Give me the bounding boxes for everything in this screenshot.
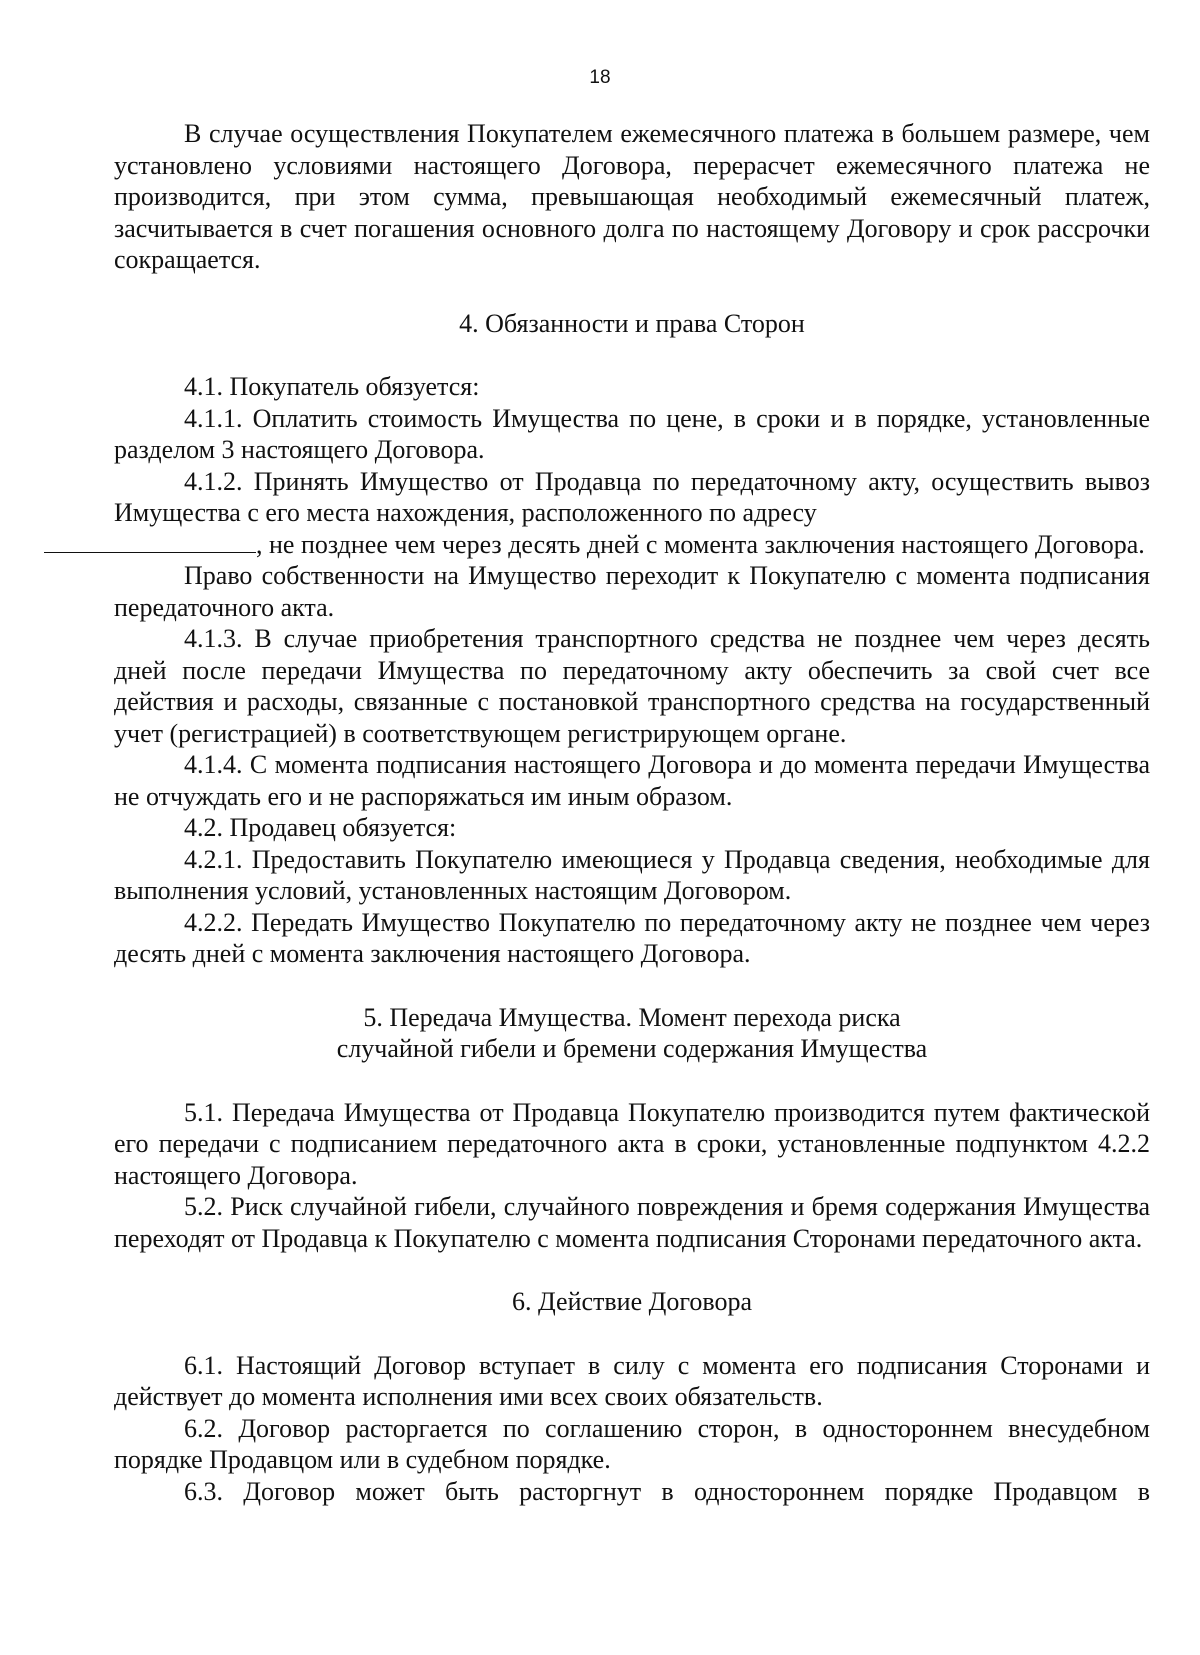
clause-4-1-2-end: , не позднее чем через десять дней с момента заключения настоящего Договора. [256, 529, 1145, 559]
clause-4-2: 4.2. Продавец обязуется: [184, 813, 457, 842]
paragraph-overpayment: В случае осуществления Покупателем ежемесячного платежа в большем размере, чем установлено условиями настоящего Договора, перерасчет ежемесячного платежа не производится, при этом сумма, превышающая необходимый ежемесячный платеж, засчитывается в счет погашения основного долга по настоящему Договору и срок рассрочки сокращается. [114, 119, 1150, 274]
address-blank-line [44, 530, 256, 553]
section-4-heading: 4. Обязанности и права Сторон [459, 308, 805, 338]
clause-4-1: 4.1. Покупатель обязуется: [184, 372, 480, 401]
clause-6-1: 6.1. Настоящий Договор вступает в силу с момента его подписания Сторонами и действует до момента исполнения ими всех своих обязательств. [114, 1350, 1150, 1411]
clause-5-2: 5.2. Риск случайной гибели, случайного повреждения и бремя содержания Имущества переходят от Продавца к Покупателю с момента подписания Сторонами передаточного акта. [114, 1192, 1150, 1253]
clause-4-1-3: 4.1.3. В случае приобретения транспортного средства не позднее чем через десять дней после передачи Имущества по передаточному акту обеспечить за свой счет все действия и расходы, связанные с постановкой транспортного средства на государственный учет (регистрацией) в соответствующем регистрирующем органе. [114, 624, 1150, 748]
clause-6-3: 6.3. Договор может быть расторгнут в одностороннем порядке Продавцом в [184, 1476, 1150, 1506]
clause-4-2-1: 4.2.1. Предоставить Покупателю имеющиеся у Продавца сведения, необходимые для выполнения условий, установленных настоящим Договором. [114, 844, 1150, 905]
clause-4-1-2 [114, 466, 1150, 561]
clause-4-2-2: 4.2.2. Передать Имущество Покупателю по передаточному акту не позднее чем через десять дней с момента заключения настоящего Договора. [114, 907, 1150, 968]
page-number: 18 [589, 67, 611, 88]
clause-5-1: 5.1. Передача Имущества от Продавца Покупателю производится путем фактической его передачи с подписанием передаточного акта в сроки, установленные подпунктом 4.2.2 настоящего Договора. [114, 1097, 1150, 1190]
document-body [114, 118, 1150, 1507]
clause-4-1-4: 4.1.4. С момента подписания настоящего Договора и до момента передачи Имущества не отчуждать его и не распоряжаться им иным образом. [114, 750, 1150, 811]
section-5-heading [114, 970, 1150, 1097]
clause-4-1-1: 4.1.1. Оплатить стоимость Имущества по цене, в сроки и в порядке, установленные разделом 3 настоящего Договора. [114, 403, 1150, 464]
clause-6-2: 6.2. Договор расторгается по соглашению сторон, в одностороннем внесудебном порядке Продавцом или в судебном порядке. [114, 1413, 1150, 1474]
paragraph-ownership: Право собственности на Имущество переходит к Покупателю с момента подписания передаточного акта. [114, 561, 1150, 622]
section-5-heading-line-1: 5. Передача Имущества. Момент перехода риска [363, 1002, 901, 1032]
section-6-heading: 6. Действие Договора [511, 1287, 753, 1316]
clause-4-1-2-start: 4.1.2. Принять Имущество от Продавца по передаточному акту, осуществить вывоз Имущества с его места нахождения, расположенного по адресу [114, 466, 1150, 527]
section-5-heading-line-2: случайной гибели и бремени содержания Имущества [336, 1034, 928, 1063]
